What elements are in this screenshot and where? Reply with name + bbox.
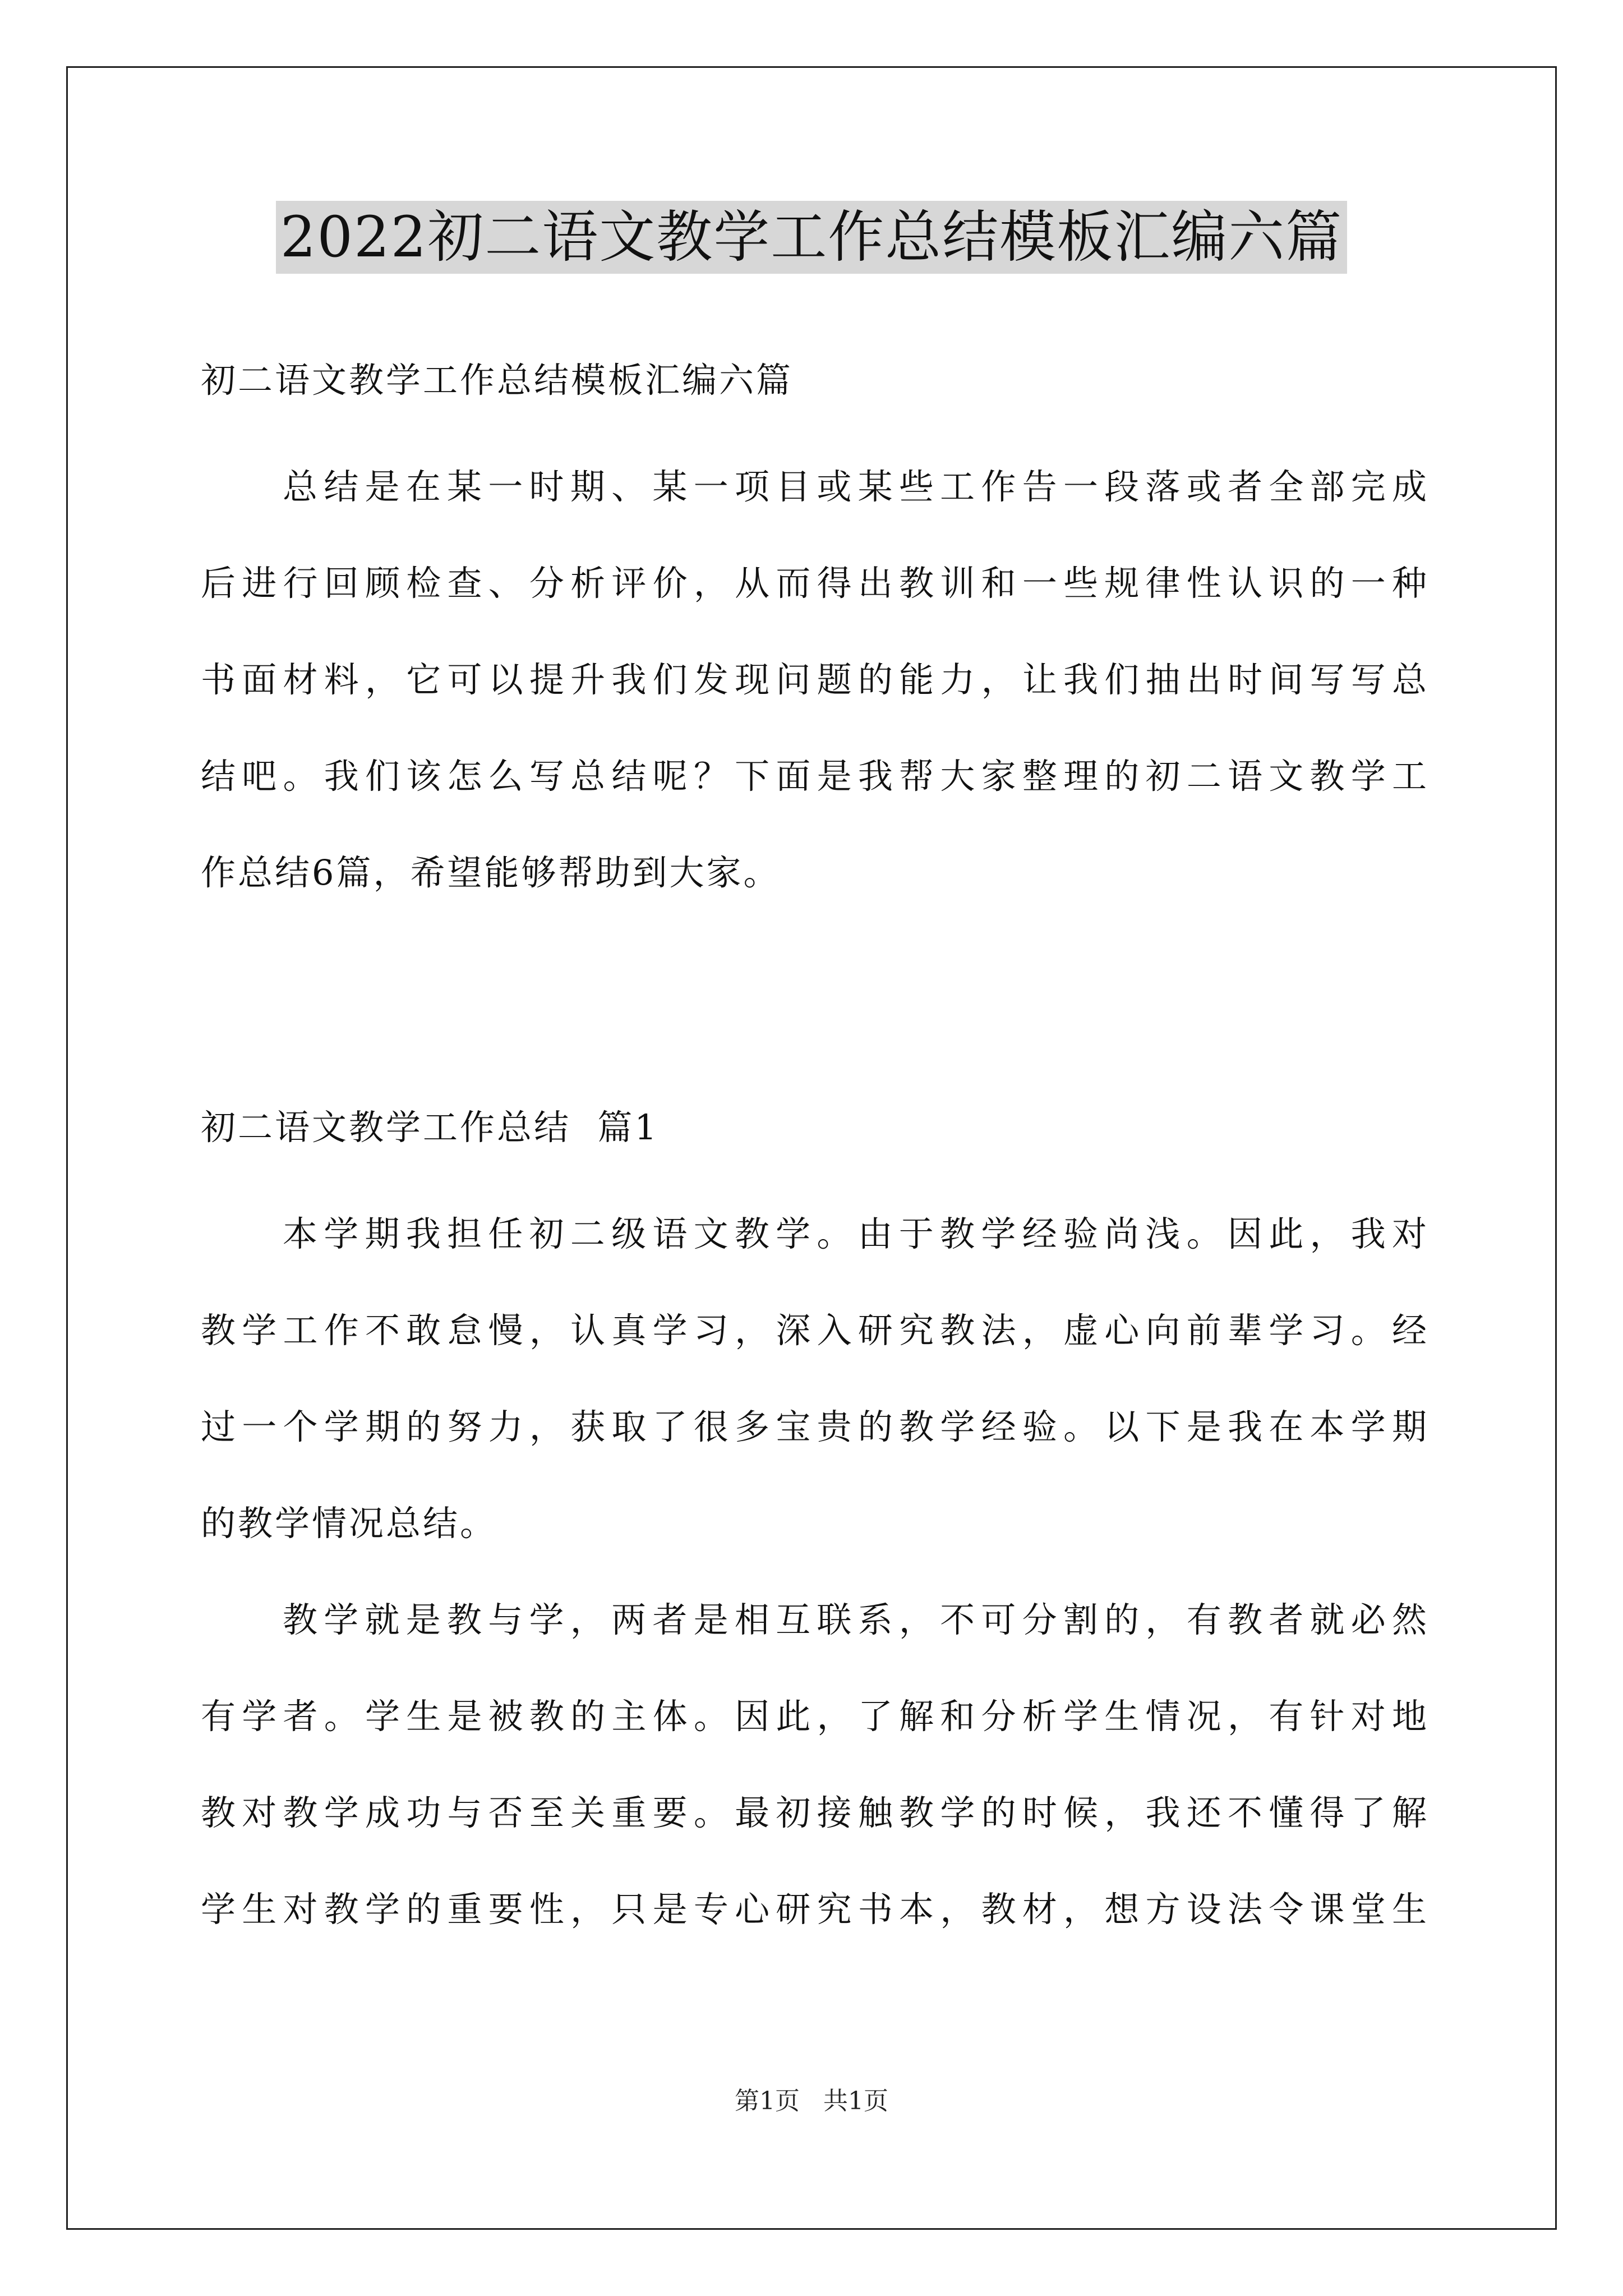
intro-paragraph: [201, 439, 1429, 921]
section-heading-block: [201, 1079, 1429, 1176]
paragraph-line: 学生对教学的重要性，只是专心研究书本，教材，想方设法令课堂生: [201, 1889, 1429, 1930]
paragraph-line: 的教学情况总结。: [201, 1503, 497, 1544]
paragraph-line: 教对教学成功与否至关重要。最初接触教学的时候，我还不懂得了解: [201, 1792, 1429, 1833]
paragraph-line: 教学就是教与学，两者是相互联系，不可分割的，有教者就必然: [283, 1599, 1429, 1640]
intro-line: 结吧。我们该怎么写总结呢？下面是我帮大家整理的初二语文教学工: [201, 756, 1429, 797]
section1-paragraph-1: [201, 1186, 1429, 1572]
intro-line: 后进行回顾检查、分析评价，从而得出教训和一些规律性认识的一种: [201, 563, 1429, 604]
page-footer: [0, 2085, 1623, 2118]
intro-line: 总结是在某一时期、某一项目或某些工作告一段落或者全部完成: [283, 466, 1429, 507]
section-heading: 初二语文教学工作总结 篇1: [201, 1107, 659, 1148]
intro-line: 书面材料，它可以提升我们发现问题的能力，让我们抽出时间写写总: [201, 659, 1429, 700]
section1-paragraph-2: [201, 1572, 1429, 1958]
intro-line: 作总结6篇，希望能够帮助到大家。: [201, 852, 781, 893]
paragraph-line: 过一个学期的努力，获取了很多宝贵的教学经验。以下是我在本学期: [201, 1406, 1429, 1447]
paragraph-line: 教学工作不敢怠慢，认真学习，深入研究教法，虚心向前辈学习。经: [201, 1310, 1429, 1351]
title-wrapper: [0, 201, 1623, 274]
paragraph-line: 本学期我担任初二级语文教学。由于教学经验尚浅。因此，我对: [283, 1213, 1429, 1254]
document-subtitle: 初二语文教学工作总结模板汇编六篇: [201, 360, 794, 401]
page-number: 第1页 共1页: [735, 2087, 888, 2115]
paragraph-line: 有学者。学生是被教的主体。因此，了解和分析学生情况，有针对地: [201, 1696, 1429, 1737]
subtitle-block: [201, 332, 1429, 429]
document-title: 2022初二语文教学工作总结模板汇编六篇: [276, 201, 1348, 274]
